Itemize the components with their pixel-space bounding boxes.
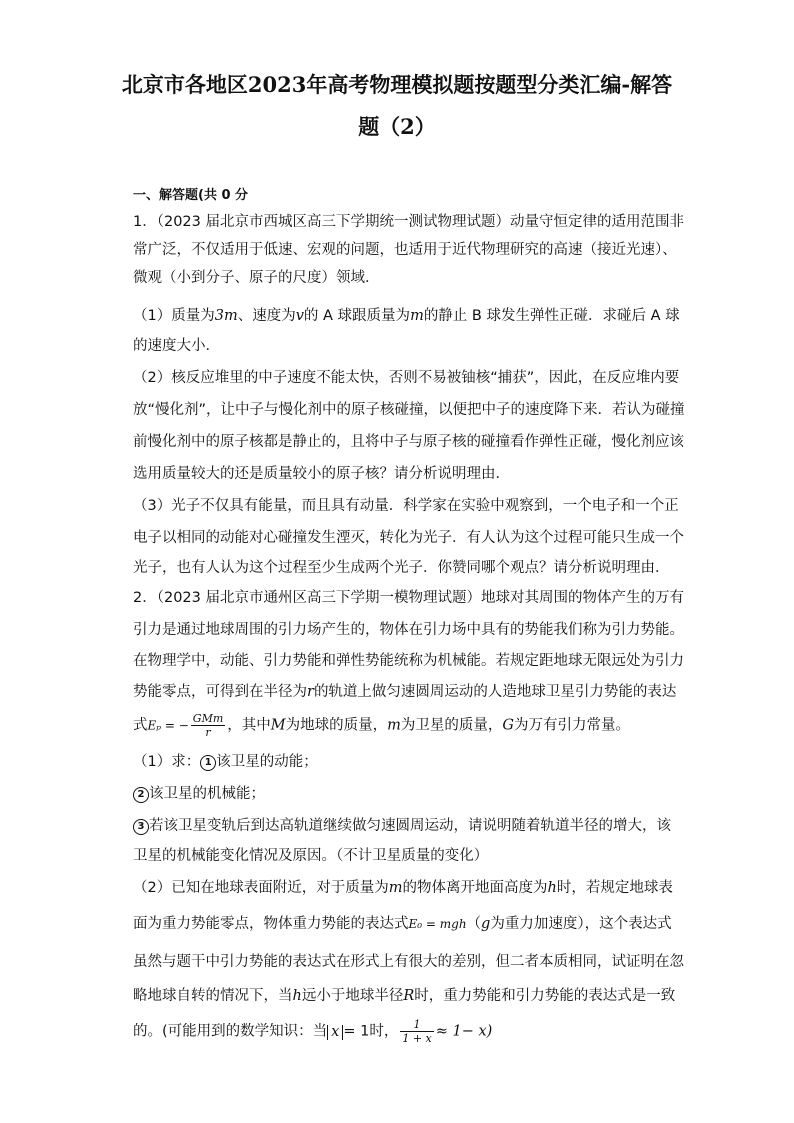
q2-sub1: （1）求： 1 该卫星的动能； bbox=[133, 754, 318, 770]
q1-part3-line1: （3）光子不仅具有能量，而且具有动量．科学家在实验中观察到，一个电子和一个正 bbox=[133, 498, 679, 514]
page-title-line1: 北京市各地区2023年高考物理模拟题按题型分类汇编-解答 bbox=[121, 72, 673, 97]
q2-part2-line3: 虽然与题干中引力势能的表达式在形式上有很大的差别，但二者本质相同，试证明在忽 bbox=[133, 954, 684, 970]
q2-line5-formula: 式Eₚ = − $\frac{\text{GMm}}{r}$ ，其中M为地球的质量，m为卫星的质量，G为万有引力常量。 bbox=[133, 712, 630, 739]
absolute-value-x: x bbox=[327, 1025, 343, 1040]
gravity-energy-formula: E₀ = mgh bbox=[408, 917, 467, 931]
q1-part2-line1: （2）核反应堆里的中子速度不能太快，否则不易被铀核“捕获”，因此，在反应堆内要 bbox=[133, 370, 680, 386]
q1-part2-line2: 放“慢化剂”，让中子与慢化剂中的原子核碰撞，以便把中子的速度降下来．若认为碰撞 bbox=[133, 402, 685, 418]
circled-number-1: 1 bbox=[200, 755, 216, 771]
q2-part2-line4: 略地球自转的情况下，当h远小于地球半径R时，重力势能和引力势能的表达式是一致 bbox=[133, 988, 676, 1004]
q1-part3-line3: 光子，也有人认为这个过程至少生成两个光子．你赞同哪个观点？请分析说明理由． bbox=[133, 560, 670, 576]
potential-energy-formula: Eₚ = − bbox=[147, 718, 189, 733]
reciprocal-fraction: $\frac{1}{1 + x}$ bbox=[402, 1018, 432, 1045]
page-title-line2: 题（2） bbox=[358, 114, 436, 139]
q2-part2-line2: 面为重力势能零点，物体重力势能的表达式E₀ = mgh（g为重力加速度），这个表达式 bbox=[133, 916, 672, 932]
q2-line2: 引力是通过地球周围的引力场产生的，物体在引力场中具有的势能我们称为引力势能。 bbox=[133, 622, 684, 638]
circled-number-2: 2 bbox=[133, 787, 149, 803]
q2-sub3-line2: 卫星的机械能变化情况及原因。（不计卫星质量的变化） bbox=[133, 848, 489, 864]
q1-part3-line2: 电子以相同的动能对心碰撞发生湮灭，转化为光子．有人认为这个过程可能只生成一个 bbox=[133, 530, 684, 546]
q2-line3: 在物理学中，动能、引力势能和弹性势能统称为机械能。若规定距地球无限远处为引力 bbox=[133, 653, 684, 669]
q2-line4: 势能零点，可得到在半径为r的轨道上做匀速圆周运动的人造地球卫星引力势能的表达 bbox=[133, 684, 677, 700]
q2-sub3-line1: 3 若该卫星变轨后到达高轨道继续做匀速圆周运动，请说明随着轨道半径的增大，该 bbox=[133, 816, 671, 836]
q1-line2: 常广泛，不仅适用于低速、宏观的问题，也适用于近代物理研究的高速（接近光速）、 bbox=[133, 242, 677, 258]
gmm-over-r-fraction: $\frac{\text{GMm}}{r}$ bbox=[192, 712, 224, 739]
q1-line3: 微观（小到分子、原子的尺度）领域． bbox=[133, 270, 380, 286]
q1-line1: 1．（2023 届北京市西城区高三下学期统一测试物理试题）动量守恒定律的适用范围非 bbox=[133, 214, 684, 230]
circled-number-3: 3 bbox=[133, 819, 149, 835]
q1-part2-line3: 前慢化剂中的原子核都是静止的，且将中子与原子核的碰撞看作弹性正碰，慢化剂应该 bbox=[133, 434, 684, 450]
q2-line1: 2．（2023 届北京市通州区高三下学期一模物理试题）地球对其周围的物体产生的万有 bbox=[133, 590, 684, 606]
q2-part2-line5: 的。(可能用到的数学知识：当 x = 1时， $\frac{1}{1 + x}$ ≈ 1− x) bbox=[133, 1018, 493, 1045]
section-header: 一、解答题(共 0 分 bbox=[133, 188, 249, 203]
q1-part2-line4: 选用质量较大的还是质量较小的原子核？请分析说明理由． bbox=[133, 466, 510, 482]
q2-sub2: 2 该卫星的机械能； bbox=[133, 784, 265, 804]
q1-part1-line2: 的速度大小． bbox=[133, 338, 220, 354]
q2-part2-line1: （2）已知在地球表面附近，对于质量为m的物体离开地面高度为h时，若规定地球表 bbox=[133, 880, 673, 896]
q1-part1-line1: （1）质量为3m、速度为v的 A 球跟质量为m的静止 B 球发生弹性正碰．求碰后 A 球 bbox=[133, 308, 680, 324]
